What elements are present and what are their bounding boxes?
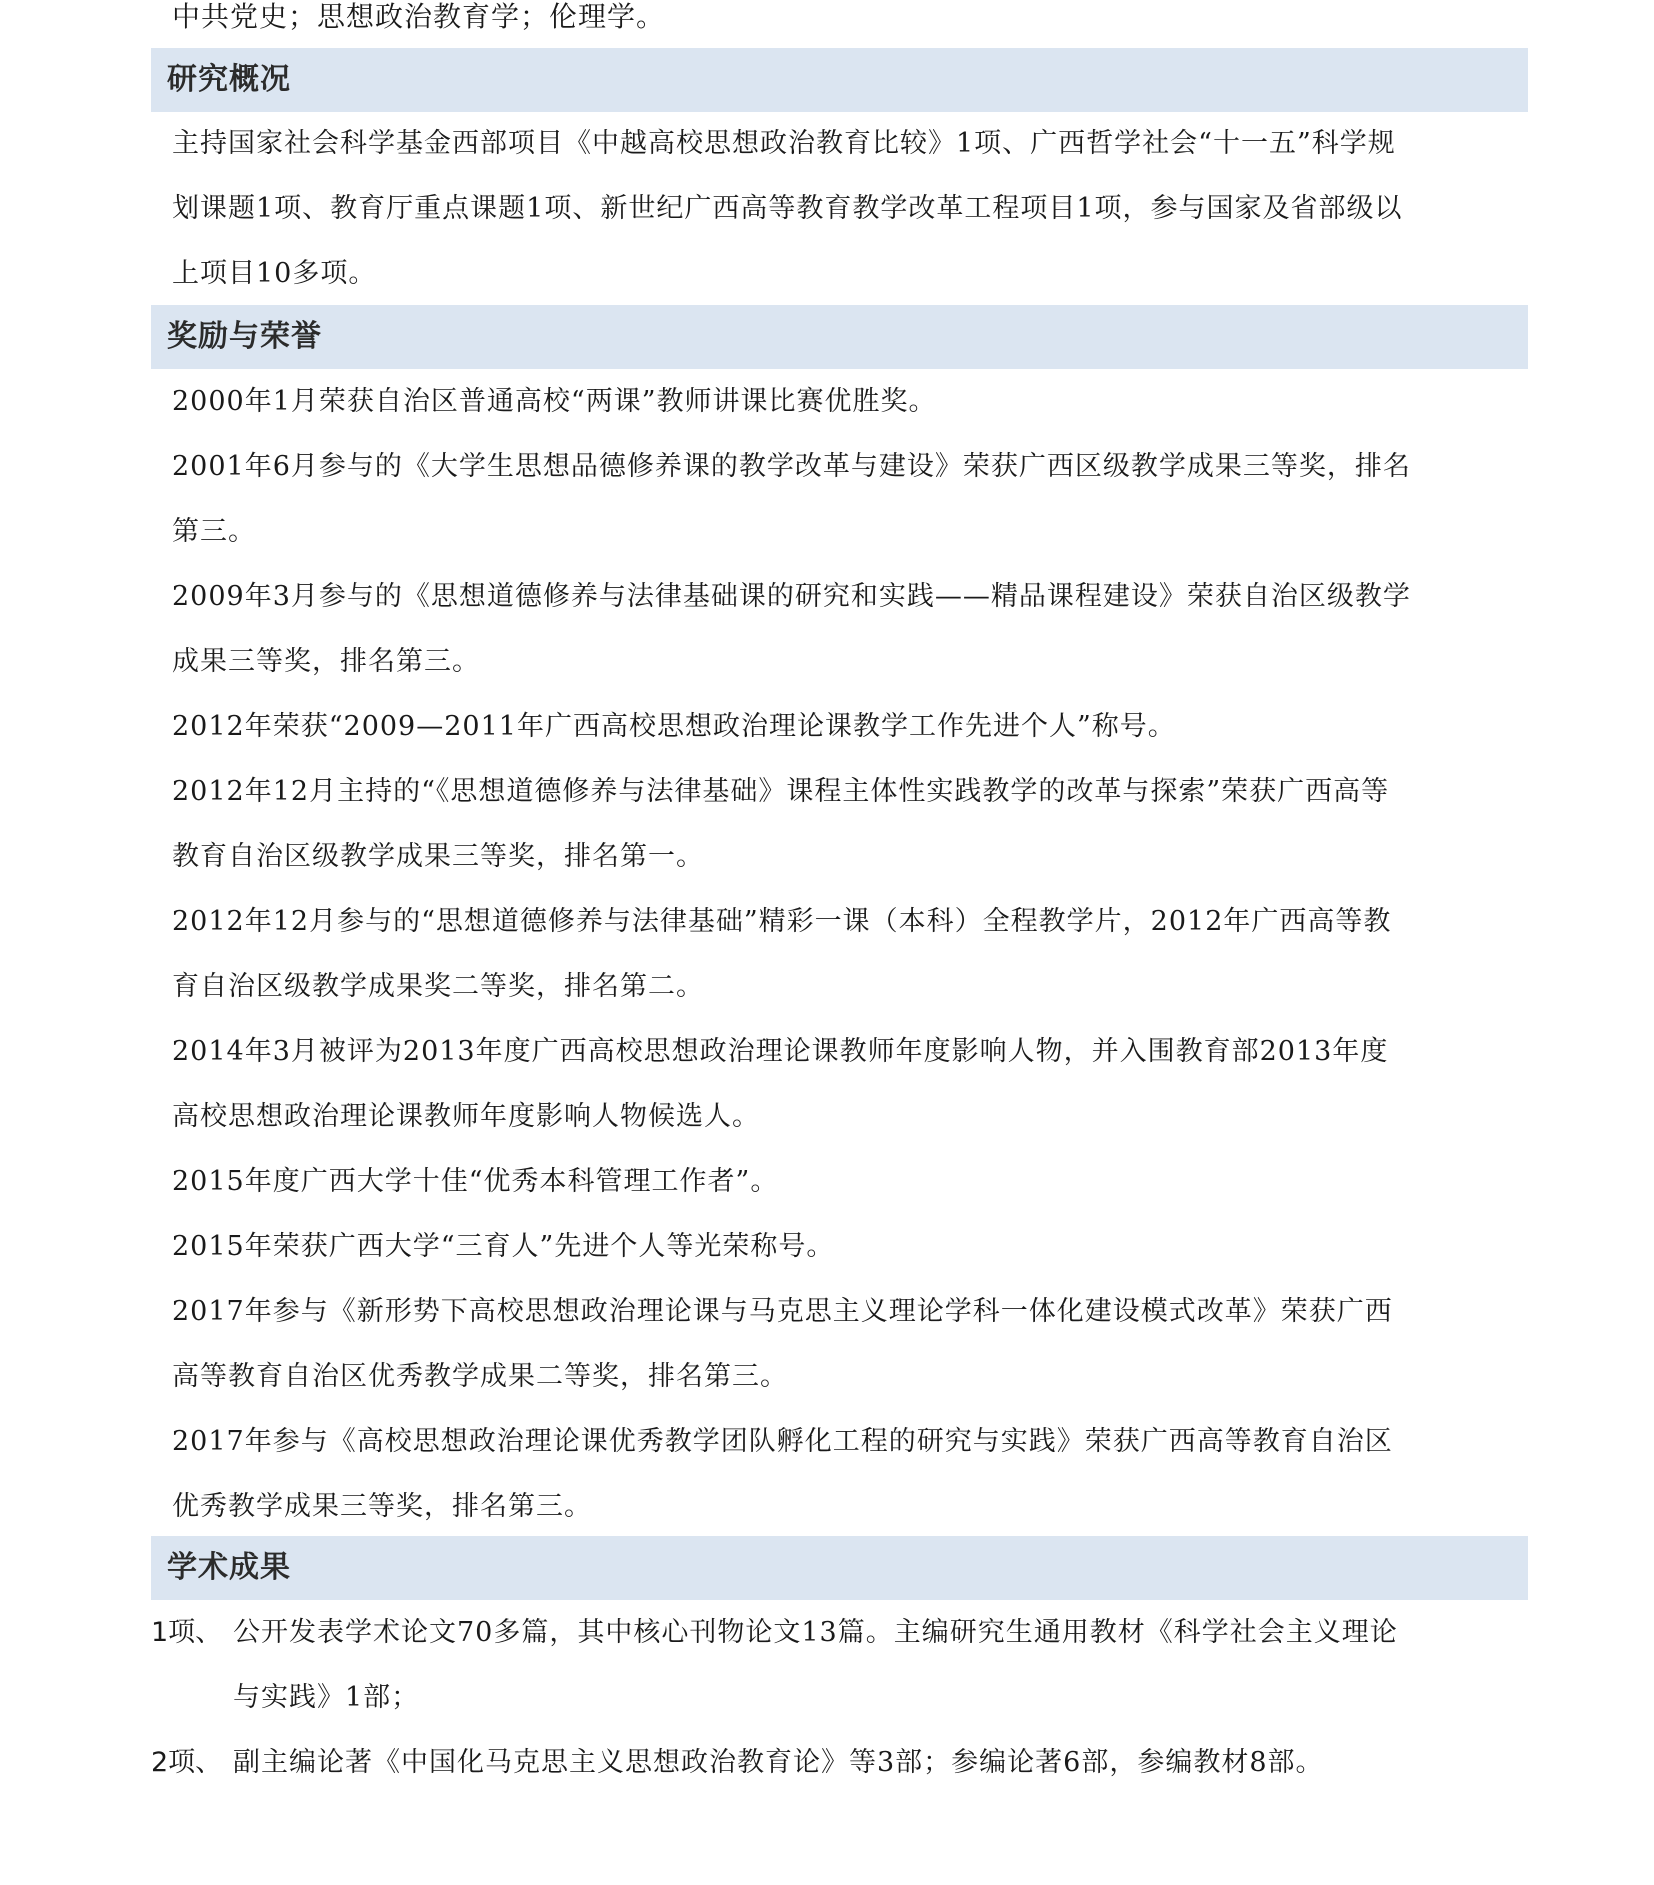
- award-item: 2015年荣获广西大学“三育人”先进个人等光荣称号。: [172, 1231, 835, 1262]
- academic-item-number: 1项、: [151, 1617, 223, 1648]
- award-item: 2015年度广西大学十佳“优秀本科管理工作者”。: [172, 1166, 779, 1197]
- section-title-research: 研究概况: [167, 62, 291, 97]
- award-item: 2017年参与《高校思想政治理论课优秀教学团队孵化工程的研究与实践》荣获广西高等教育自治区优秀教学成果三等奖，排名第三。: [172, 1426, 1393, 1522]
- section-header-awards: [151, 305, 1528, 369]
- award-item: 2014年3月被评为2013年度广西高校思想政治理论课教师年度影响人物，并入围教育部2013年度高校思想政治理论课教师年度影响人物候选人。: [172, 1036, 1389, 1132]
- academic-item-1: [151, 1600, 1421, 1730]
- intro-line: 中共党史；思想政治教育学；伦理学。: [172, 0, 666, 33]
- award-item: 2012年荣获“2009—2011年广西高校思想政治理论课教学工作先进个人”称号。: [172, 711, 1176, 742]
- academic-item-number: 2项、: [151, 1747, 223, 1778]
- awards-list: [172, 369, 1412, 1539]
- award-item: 2001年6月参与的《大学生思想品德修养课的教学改革与建设》荣获广西区级教学成果三等奖，排名第三。: [172, 451, 1411, 547]
- research-text-block: [172, 111, 1412, 306]
- award-item: 2012年12月主持的“《思想道德修养与法律基础》课程主体性实践教学的改革与探索”荣获广西高等教育自治区级教学成果三等奖，排名第一。: [172, 776, 1390, 872]
- award-item: 2017年参与《新形势下高校思想政治理论课与马克思主义理论学科一体化建设模式改革》荣获广西高等教育自治区优秀教学成果二等奖，排名第三。: [172, 1296, 1393, 1392]
- section-title-academic: 学术成果: [167, 1550, 291, 1585]
- research-paragraph: 主持国家社会科学基金西部项目《中越高校思想政治教育比较》1项、广西哲学社会“十一五”科学规划课题1项、教育厅重点课题1项、新世纪广西高等教育教学改革工程项目1项，参与国家及省部级以上项目10多项。: [172, 128, 1403, 289]
- section-header-research: [151, 48, 1528, 112]
- section-title-awards: 奖励与荣誉: [167, 319, 322, 354]
- academic-item-text: 公开发表学术论文70多篇，其中核心刊物论文13篇。主编研究生通用教材《科学社会主义理论与实践》1部；: [233, 1617, 1398, 1713]
- award-item: 2000年1月荣获自治区普通高校“两课”教师讲课比赛优胜奖。: [172, 386, 937, 417]
- award-item: 2012年12月参与的“思想道德修养与法律基础”精彩一课（本科）全程教学片，2012年广西高等教育自治区级教学成果奖二等奖，排名第二。: [172, 906, 1392, 1002]
- academic-item-2: [151, 1730, 1421, 1795]
- section-header-academic: [151, 1536, 1528, 1600]
- award-item: 2009年3月参与的《思想道德修养与法律基础课的研究和实践——精品课程建设》荣获自治区级教学成果三等奖，排名第三。: [172, 581, 1411, 677]
- academic-item-text: 副主编论著《中国化马克思主义思想政治教育论》等3部；参编论著6部，参编教材8部。: [233, 1747, 1324, 1778]
